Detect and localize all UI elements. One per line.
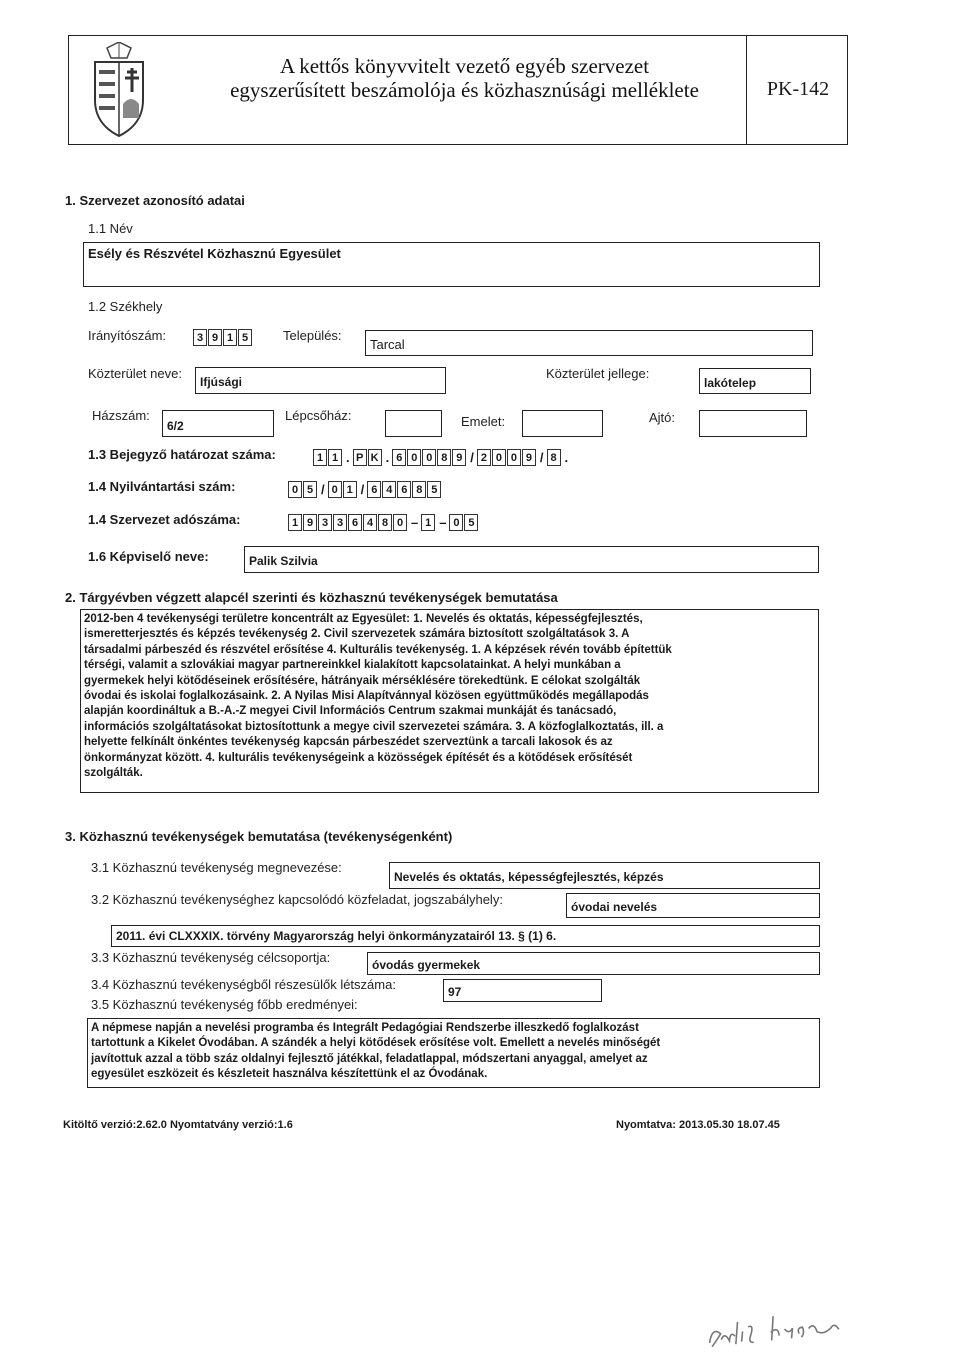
tax-cell: 3 <box>318 514 332 531</box>
records-cell: 5 <box>303 481 317 498</box>
activity-line: információs szolgáltatásokat biztosítottunk a megye civil szervezetei számára. 3. A közfoglalkoztatás, ill. a <box>84 720 664 733</box>
tax-number-label: 1.4 Szervezet adószáma: <box>88 512 241 527</box>
registry-cell: 0 <box>492 449 506 466</box>
version-info: Kitöltő verzió:2.62.0 Nyomtatvány verzió:1.6 <box>63 1119 293 1131</box>
registry-cell: 9 <box>522 449 536 466</box>
organization-name-value: Esély és Részvétel Közhasznú Egyesület <box>88 246 341 261</box>
records-separator: / <box>321 482 325 497</box>
records-cell: 6 <box>397 481 411 498</box>
postal-digit: 9 <box>208 329 222 346</box>
records-number-cells[interactable] <box>288 481 442 498</box>
activity-name-label: 3.1 Közhasznú tevékenység megnevezése: <box>91 860 342 875</box>
records-cell: 5 <box>427 481 441 498</box>
floor-label: Emelet: <box>461 414 506 429</box>
staircase-label: Lépcsőház: <box>285 408 352 423</box>
activity-line: ismeretterjesztés és képzés tevékenység 2. Civil szervezetek számára biztosított szolgáltatások 3. A <box>84 628 630 641</box>
registry-cell: 6 <box>392 449 406 466</box>
records-cell: 0 <box>328 481 342 498</box>
registry-cell: 1 <box>328 449 342 466</box>
tax-cell: 3 <box>333 514 347 531</box>
registry-cell: P <box>353 449 367 466</box>
house-number-field[interactable] <box>162 410 274 437</box>
coat-of-arms-icon <box>87 42 151 138</box>
registry-cell: 1 <box>313 449 327 466</box>
registry-cell: K <box>368 449 382 466</box>
door-label: Ajtó: <box>649 410 676 425</box>
form-title <box>187 54 742 102</box>
records-number-label: 1.4 Nyilvántartási szám: <box>88 479 236 494</box>
street-name-label: Közterület neve: <box>88 366 182 381</box>
floor-field[interactable] <box>522 410 603 437</box>
tax-cell: 5 <box>464 514 478 531</box>
registry-cell: 0 <box>407 449 421 466</box>
door-field[interactable] <box>699 410 807 437</box>
registry-decision-cells[interactable] <box>313 449 571 466</box>
legal-reference-field[interactable] <box>111 925 820 947</box>
tax-cell: 4 <box>363 514 377 531</box>
representative-value: Palik Szilvia <box>249 554 318 568</box>
activity-line: alapján koordináltuk a B.-A.-Z megyei Civil Információs Centrum szakmai munkáját és tanácsadó, <box>84 705 617 718</box>
settlement-value: Tarcal <box>370 337 405 352</box>
beneficiaries-label: 3.4 Közhasznú tevékenységből részesülők létszáma: <box>91 977 396 992</box>
street-type-label: Közterület jellege: <box>546 366 650 381</box>
name-label: 1.1 Név <box>88 221 133 236</box>
activity-name-field[interactable] <box>389 862 820 889</box>
form-title-line-2: egyszerűsített beszámolója és közhasznúsági melléklete <box>230 78 699 102</box>
postal-digit: 3 <box>193 329 207 346</box>
house-number-value: 6/2 <box>167 419 184 433</box>
beneficiaries-value: 97 <box>448 985 462 999</box>
target-group-value: óvodás gyermekek <box>372 958 481 972</box>
registry-separator: . <box>564 450 569 465</box>
records-cell: 8 <box>412 481 426 498</box>
result-line: javítottuk azzal a több száz oldalnyi fejlesztő játékkal, feladatlappal, módszertani anyaggal, amelyet az <box>91 1052 648 1065</box>
public-task-label: 3.2 Közhasznú tevékenységhez kapcsolódó közfeladat, jogszabályhely: <box>91 892 503 907</box>
beneficiaries-field[interactable] <box>443 979 602 1002</box>
postal-digit: 5 <box>238 329 252 346</box>
tax-cell: 0 <box>393 514 407 531</box>
form-header <box>68 35 848 145</box>
activity-line: 2012-ben 4 tevékenységi területre koncentrált az Egyesület: 1. Nevelés és oktatás, képességfejlesztés, <box>84 613 643 625</box>
registry-separator: . <box>385 450 390 465</box>
registry-separator: / <box>470 450 474 465</box>
section3-heading: 3. Közhasznú tevékenységek bemutatása (tevékenységenként) <box>65 829 453 844</box>
registry-decision-label: 1.3 Bejegyző határozat száma: <box>88 447 276 462</box>
activity-line: térségi, valamit a szlovákiai magyar partnereinkkel kialakított kapcsolatainkat. A helyi munkában a <box>84 659 621 672</box>
postal-digit: 1 <box>223 329 237 346</box>
result-line: egyesület eszközeit és készleteit használva készítettünk el az Óvodának. <box>91 1068 488 1081</box>
organization-name-field[interactable] <box>83 242 820 287</box>
header-divider <box>746 36 747 144</box>
print-timestamp: Nyomtatva: 2013.05.30 18.07.45 <box>616 1119 780 1131</box>
tax-separator: – <box>439 515 447 530</box>
activity-line: óvodai és iskolai foglalkozásaink. 2. A Nyilas Misi Alapítvánnyal közösen együttműködés megállapodás <box>84 690 649 703</box>
target-group-label: 3.3 Közhasznú tevékenység célcsoportja: <box>91 950 331 965</box>
target-group-field[interactable] <box>367 952 820 975</box>
postal-code-cells[interactable] <box>193 329 253 346</box>
records-cell: 4 <box>382 481 396 498</box>
public-task-field[interactable] <box>566 893 820 918</box>
street-name-value: Ifjúsági <box>200 375 243 389</box>
activity-line: önkormányzat között. 4. kulturális tevékenységeink a közösségek építését és a kötődések erősítését <box>84 751 633 764</box>
tax-separator: – <box>411 515 419 530</box>
result-line: tartottunk a Kikelet Óvodában. A szándék a helyi kötődések erősítése volt. Emellett a nevelés minőségét <box>91 1037 661 1050</box>
result-line: A népmese napján a nevelési programba és Integrált Pedagógiai Rendszerbe illeszkedő foglalkozást <box>91 1022 639 1034</box>
form-code: PK-142 <box>766 78 830 100</box>
tax-cell: 8 <box>378 514 392 531</box>
records-cell: 0 <box>288 481 302 498</box>
registry-cell: 0 <box>422 449 436 466</box>
registry-cell: 9 <box>452 449 466 466</box>
street-type-field[interactable] <box>699 368 811 394</box>
postal-code-label: Irányítószám: <box>88 328 167 343</box>
registry-cell: 0 <box>507 449 521 466</box>
staircase-field[interactable] <box>385 410 442 437</box>
representative-label: 1.6 Képviselő neve: <box>88 549 209 564</box>
registry-separator: . <box>346 450 350 465</box>
street-type-value: lakótelep <box>704 376 757 390</box>
tax-cell: 1 <box>421 514 435 531</box>
tax-cell: 6 <box>348 514 362 531</box>
public-task-value: óvodai nevelés <box>571 900 658 914</box>
activity-line: társadalmi párbeszéd és részvétel erősítése 4. Kulturális tevékenység. 1. A képzések révén tovább építettük <box>84 643 672 656</box>
section2-heading: 2. Tárgyévben végzett alapcél szerinti és közhasznú tevékenységek bemutatása <box>65 590 558 605</box>
legal-reference-value: 2011. évi CLXXXIX. törvény Magyarország helyi önkormányzatairól 13. § (1) 6. <box>116 929 557 943</box>
registry-cell: 8 <box>547 449 561 466</box>
settlement-label: Település: <box>283 328 342 343</box>
house-number-label: Házszám: <box>92 408 150 423</box>
registry-separator: / <box>539 450 544 465</box>
records-cell: 6 <box>367 481 381 498</box>
activity-line: szolgálták. <box>84 767 143 780</box>
records-cell: 1 <box>343 481 357 498</box>
records-separator: / <box>360 482 365 497</box>
activity-name-value: Nevelés és oktatás, képességfejlesztés, képzés <box>394 870 664 884</box>
tax-cell: 9 <box>303 514 317 531</box>
results-textbox[interactable] <box>87 1018 820 1088</box>
registry-cell: 2 <box>477 449 491 466</box>
settlement-field[interactable] <box>365 330 813 356</box>
form-title-line-1: A kettős könyvvitelt vezető egyéb szervezet <box>279 54 650 78</box>
registry-cell: 8 <box>437 449 451 466</box>
street-name-field[interactable] <box>195 367 446 394</box>
seat-label: 1.2 Székhely <box>88 299 163 314</box>
activity-line: helyette felkínált önkéntes tevékenység kapcsán párbeszédet szerveztünk a tarcali lakosok és az <box>84 736 613 749</box>
handwritten-signature <box>702 1297 867 1370</box>
representative-field[interactable] <box>244 546 819 573</box>
tax-cell: 0 <box>449 514 463 531</box>
activities-textbox[interactable] <box>80 609 819 793</box>
activity-line: gyermekek helyi kötődéseinek erősítésére, hátrányaik mérséklésére törekedtünk. E célokat szolgálták <box>84 674 641 687</box>
section1-heading: 1. Szervezet azonosító adatai <box>65 193 245 208</box>
tax-number-cells[interactable] <box>288 514 479 531</box>
tax-cell: 1 <box>288 514 302 531</box>
results-label: 3.5 Közhasznú tevékenység főbb eredményei: <box>91 997 358 1012</box>
